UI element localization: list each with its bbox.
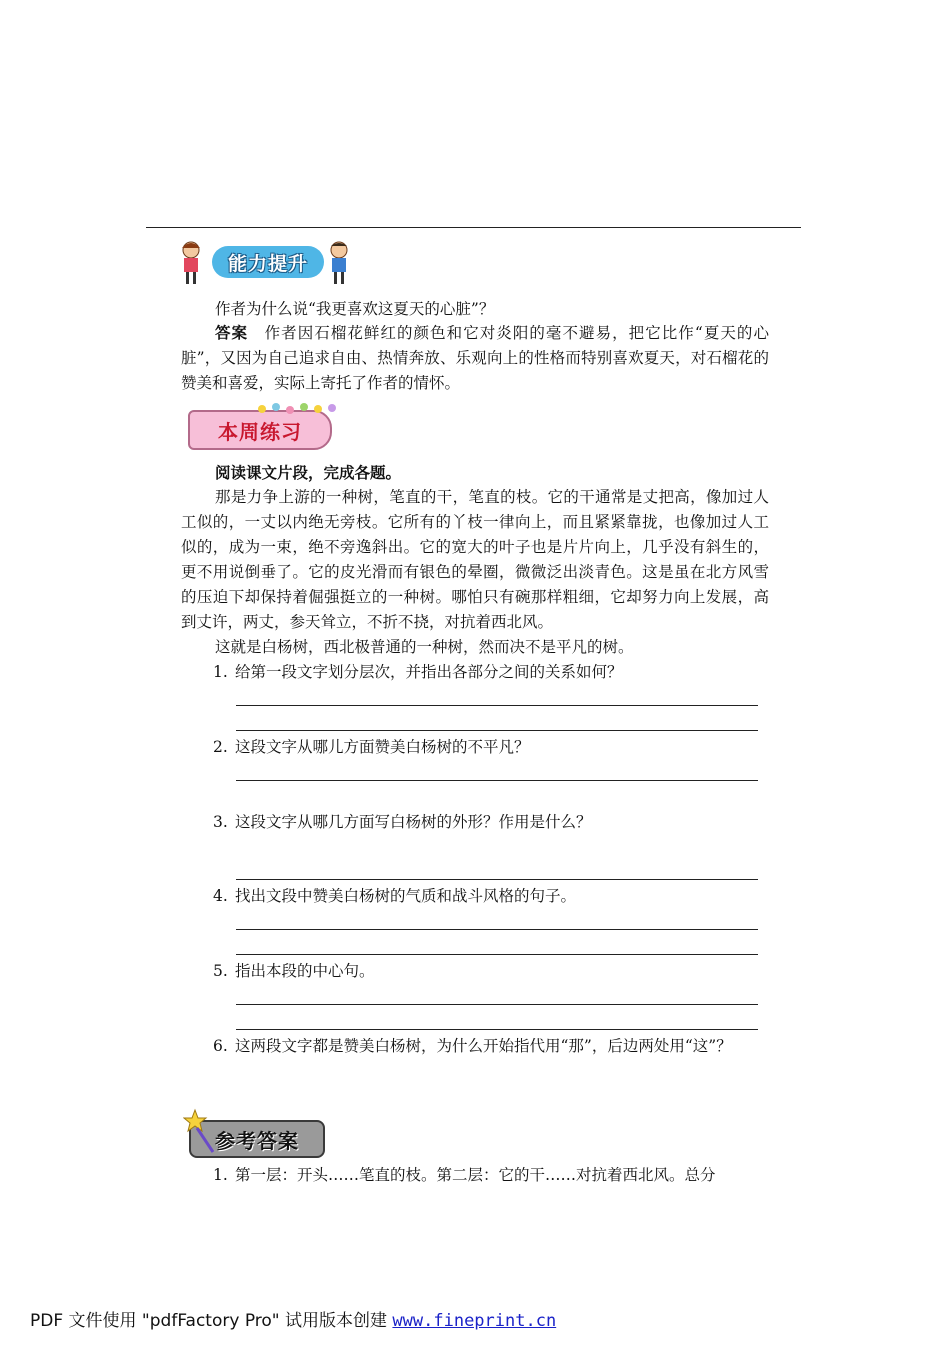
- answer-label: 答案: [215, 323, 249, 342]
- girl-cartoon-icon: [178, 240, 204, 286]
- pdf-footer: [30, 1306, 556, 1331]
- answer-text: 作者因石榴花鲜红的颜色和它对炎阳的毫不避易，把它比作“夏天的心脏”，又因为自己追求自由、热情奔放、乐观向上的性格而特别喜欢夏天，对石榴花的赞美和喜爱，实际上寄托了作者的情怀。: [181, 324, 769, 392]
- answer-blank-line[interactable]: [236, 954, 758, 955]
- answer-blank-line[interactable]: [236, 1004, 758, 1005]
- answer-blank-line[interactable]: [236, 730, 758, 731]
- banner-reference-answers: [183, 1108, 325, 1160]
- reference-answer-1: 1. 第一层：开头……笔直的枝。第二层：它的干……对抗着西北风。总分: [213, 1166, 716, 1184]
- answer-blank-line[interactable]: [236, 929, 758, 930]
- question-item-6: 6. 这两段文字都是赞美白杨树，为什么开始指代用“那”，后边两处用“这”？: [213, 1037, 732, 1055]
- flower-garland-icon: [254, 400, 339, 418]
- instruction-text: 阅读课文片段，完成各题。: [215, 463, 402, 482]
- banner-title: 能力提升: [212, 246, 324, 278]
- question-item-3: 3. 这段文字从哪几方面写白杨树的外形？作用是什么？: [213, 813, 592, 831]
- answer-blank-line[interactable]: [236, 705, 758, 706]
- passage-paragraph-2: 这就是白杨树，西北极普通的一种树，然而决不是平凡的树。: [215, 638, 634, 656]
- banner-title: 参考答案: [189, 1120, 325, 1158]
- question-item-5: 5. 指出本段的中心句。: [213, 962, 375, 980]
- top-rule: [146, 227, 801, 228]
- passage-paragraph-1: 那是力争上游的一种树，笔直的干，笔直的枝。它的干通常是丈把高，像加过人工似的，一丈以内绝无旁枝。它所有的丫枝一律向上，而且紧紧靠拢，也像加过人工似的，成为一束，绝不旁逸斜出。它的宽大的叶子也是片片向上，几乎没有斜生的，更不用说倒垂了。它的皮光滑而有银色的晕圈，微微泛出淡青色。这是虽在北方风雪的压迫下却保持着倔强挺立的一种树。哪怕只有碗那样粗细，它却努力向上发展，高到丈许，两丈，参天耸立，不折不挠，对抗着西北风。: [181, 488, 769, 631]
- footer-link[interactable]: www.fineprint.cn: [392, 1311, 557, 1331]
- banner-ability: [176, 238, 351, 288]
- boy-cartoon-icon: [326, 240, 352, 286]
- star-wand-icon: [183, 1108, 223, 1156]
- footer-text: PDF 文件使用 "pdfFactory Pro" 试用版本创建: [30, 1311, 393, 1331]
- answer-paragraph: [181, 320, 769, 396]
- question-text: 作者为什么说“我更喜欢这夏天的心脏”？: [215, 300, 495, 318]
- banner-title: 本周练习: [188, 410, 332, 450]
- question-item-4: 4. 找出文段中赞美白杨树的气质和战斗风格的句子。: [213, 887, 577, 905]
- question-item-2: 2. 这段文字从哪儿方面赞美白杨树的不平凡？: [213, 738, 530, 756]
- answer-blank-line[interactable]: [236, 1029, 758, 1030]
- answer-blank-line[interactable]: [236, 780, 758, 781]
- answer-blank-line[interactable]: [236, 879, 758, 880]
- banner-weekly-practice: [184, 400, 339, 455]
- question-item-1: 1. 给第一段文字划分层次，并指出各部分之间的关系如何？: [213, 663, 623, 681]
